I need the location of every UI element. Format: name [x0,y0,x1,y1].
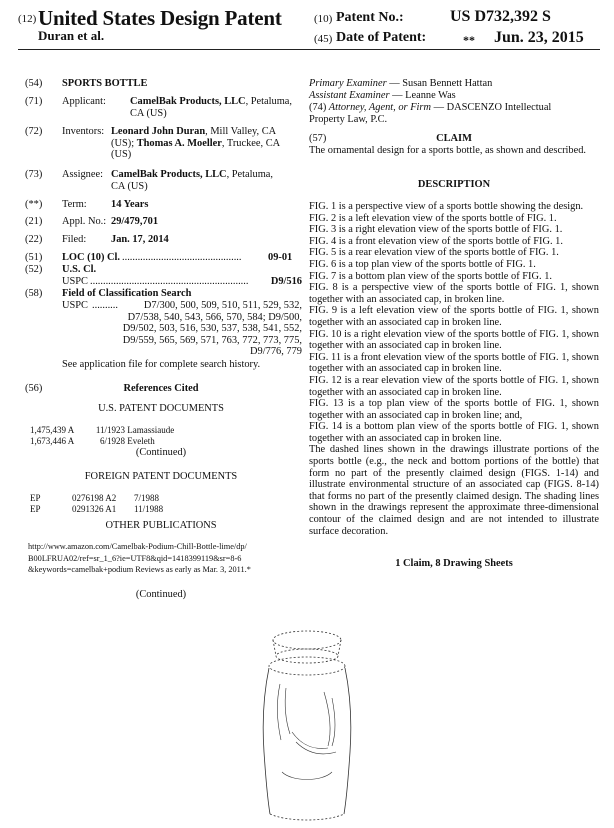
applicant-value: CamelBak Products, LLC, Petaluma, CA (US) [130,96,293,119]
table-row: 1,475,439 A 11/1923 Lamassiaude [30,425,175,435]
claims-sheets: 1 Claim, 8 Drawing Sheets [395,558,513,569]
loc-dots: .............................................. [122,252,242,263]
fcs-line: D7/300, 500, 509, 510, 511, 529, 532, [143,300,302,311]
code-54: (54) [25,78,43,89]
loc-value: 09-01 [268,252,293,263]
description-paragraph: The dashed lines shown in the drawings illustrate portions of the sports bottle (e.g., the neck and bottom portions of the bottle) that form no part of the presently claimed design (FIGS. 1-14) and illustrate environmental structure of an associated cap (FIGS. 8-14) that forms no part of the presently claimed design. The shading lines shown in the drawings represent the approximate three-dimensional contour of the claimed design and are not intended to illustrate surface decoration. [309,444,599,537]
description-paragraph: FIG. 8 is a perspective view of the sports bottle of FIG. 1, shown together with an associated cap, in broken line. [309,282,599,305]
code-22: (22) [25,234,43,245]
description-body [309,201,599,537]
assignee-label: Assignee: [62,169,103,180]
document-title: United States Design Patent [38,6,282,30]
description-paragraph: FIG. 5 is a rear elevation view of the sports bottle of FIG. 1. [309,247,559,259]
primary-examiner: Primary Examiner — Susan Bennett Hattan [309,78,493,89]
uspc-value: D9/516 [270,276,302,287]
assignee-value: CamelBak Products, LLC, Petaluma, CA (US) [111,169,274,192]
inventors-short: Duran et al. [38,28,105,43]
us-docs-heading: U.S. PATENT DOCUMENTS [98,403,224,414]
patent-number: US D732,392 S [450,8,551,25]
uscl-label: U.S. Cl. [62,264,97,275]
description-paragraph: FIG. 12 is a rear elevation view of the sports bottle of FIG. 1, shown together with an associated cap in broken line. [309,374,599,398]
assistant-examiner: Assistant Examiner — Leanne Was [309,90,456,101]
code-52: (52) [25,264,43,275]
fcs-line: D9/776, 779 [250,346,302,358]
pub-line: B00LFRUA02/ref=sr_1_6?ie=UTF8&qid=1418399119&sr=8-6 [28,553,242,563]
filed-date: Jan. 17, 2014 [111,234,169,245]
fcs-dots: .......... [92,300,118,311]
description-paragraph: FIG. 3 is a right elevation view of the sports bottle of FIG. 1. [309,224,563,236]
code-58: (58) [25,288,43,299]
filed-label: Filed: [62,234,87,245]
bottle-drawing [232,622,382,822]
patent-no-label: Patent No.: [336,10,404,25]
description-paragraph: FIG. 14 is a bottom plan view of the sports bottle of FIG. 1, shown together with an associated cap in broken line. [309,421,599,444]
fcs-line: D9/559, 565, 569, 571, 763, 772, 773, 775, [122,334,302,346]
description-paragraph: FIG. 10 is a right elevation view of the sports bottle of FIG. 1, shown together with an associated cap in broken line. [309,328,599,352]
table-row: 1,673,446 A 6/1928 Eveleth [30,435,155,446]
attorney: (74) Attorney, Agent, or Firm — DASCENZO Intellectual Property Law, P.C. [309,102,552,125]
appl-number: 29/479,701 [111,216,159,227]
description-paragraph: FIG. 2 is a left elevation view of the sports bottle of FIG. 1. [309,212,557,224]
header-divider [18,49,600,50]
uspc-label: USPC [62,276,88,287]
applicant-label: Applicant: [62,96,106,107]
code-73: (73) [25,169,43,180]
date-mark: ** [463,33,475,47]
claim-title: CLAIM [436,133,472,144]
patent-title: SPORTS BOTTLE [62,78,148,89]
inventors-label: Inventors: [62,126,105,137]
header-code-12: (12) [18,13,37,25]
foreign-docs-heading: FOREIGN PATENT DOCUMENTS [84,471,238,482]
field-search-label: Field of Classification Search [62,288,192,299]
description-title: DESCRIPTION [417,179,491,190]
table-row: EP 0291326 A1 11/1988 [30,503,164,514]
code-56: (56) [25,383,43,394]
bottle-right-edge [344,668,351,814]
term-value: 14 Years [111,199,149,210]
bottle-shading [277,684,336,780]
term-label: Term: [62,199,87,210]
pub-line: &keywords=camelbak+podium Reviews as early as Mar. 3, 2011.* [28,565,251,575]
claim-text: The ornamental design for a sports bottle, as shown and described. [309,145,587,156]
fcs-line: D7/538, 540, 543, 566, 570, 584; D9/500, [127,311,302,323]
description-paragraph: FIG. 1 is a perspective view of a sports bottle showing the design. [309,201,584,212]
continued-1: (Continued) [135,447,187,458]
us-refs [30,425,174,446]
patent-date: Jun. 23, 2015 [494,29,584,46]
description-paragraph: FIG. 6 is a top plan view of the sports bottle of FIG. 1. [309,258,536,270]
code-57: (57) [309,133,327,144]
foreign-refs [30,493,163,514]
bottle-left-edge [263,668,270,814]
fcs-uspc-label: USPC [62,300,88,311]
description-paragraph: FIG. 4 is a front elevation view of the sports bottle of FIG. 1. [309,235,563,247]
inventors-value: Leonard John Duran, Mill Valley, CA (US); Thomas A. Moeller, Truckee, CA (US) [111,126,281,161]
pub-line: http://www.amazon.com/Camelbak-Podium-Chill-Bottle-lime/dp/ [28,542,247,551]
uspc-dots: ............................................................. [90,276,249,287]
fcs-line: D9/502, 503, 516, 530, 537, 538, 541, 552, [122,323,302,335]
code-71: (71) [25,96,43,107]
description-paragraph: FIG. 13 is a top plan view of the sports bottle of FIG. 1, shown together with an associated cap in broken line; and, [309,398,599,421]
header-code-45: (45) [314,33,333,45]
loc-label: LOC (10) Cl. [62,252,121,263]
references-title: References Cited [123,383,199,394]
see-application-note: See application file for complete search history. [62,359,261,370]
description-paragraph: FIG. 11 is a front elevation view of the sports bottle of FIG. 1, shown together with an associated cap in broken line. [309,351,599,375]
other-pubs-heading: OTHER PUBLICATIONS [105,520,217,531]
code-term: (**) [25,199,43,210]
header-code-10: (10) [314,13,333,25]
continued-2: (Continued) [135,589,187,600]
code-72: (72) [25,126,43,137]
bottle-base-dashed [270,814,344,820]
fcs-classes [120,300,302,358]
date-label: Date of Patent: [336,30,427,45]
description-paragraph: FIG. 7 is a bottom plan view of the sports bottle of FIG. 1. [309,270,553,282]
bottle-cap-dashed [269,631,345,675]
table-row: EP 0276198 A2 7/1988 [30,493,160,503]
other-pub-entry [28,541,318,576]
appl-label: Appl. No.: [62,216,107,227]
code-51: (51) [25,252,43,263]
code-21: (21) [25,216,43,227]
description-paragraph: FIG. 9 is a left elevation view of the sports bottle of FIG. 1, shown together with an associated cap in broken line. [309,305,599,328]
